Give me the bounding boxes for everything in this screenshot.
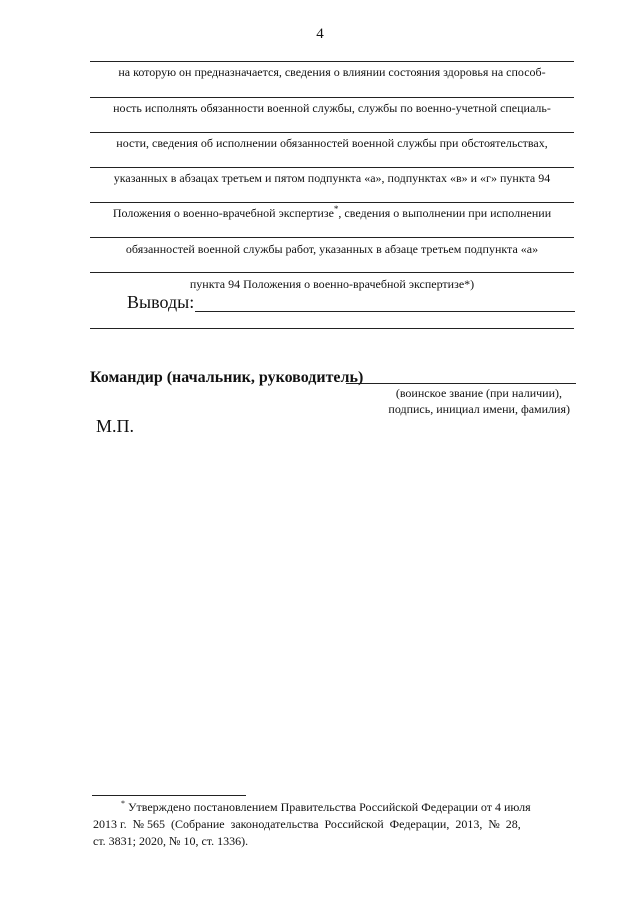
footnote-line-1 xyxy=(93,799,577,816)
form-line xyxy=(90,272,574,273)
body-line-5 xyxy=(90,206,574,220)
form-line xyxy=(90,132,574,133)
signature-caption-2: подпись, инициал имени, фамилия) xyxy=(388,402,570,416)
asterisk-mark: * xyxy=(333,204,339,214)
form-line xyxy=(90,167,574,168)
body-line-5-rest: , сведения о выполнении при исполнении xyxy=(338,206,552,220)
stamp-label: М.П. xyxy=(96,416,135,436)
body-line-1: на которую он предназначается, сведения о влиянии состояния здоровья на способ- xyxy=(118,65,546,79)
footnote-text-1: Утверждено постановлением Правительства Российской Федерации от 4 июля xyxy=(128,800,531,814)
conclusions-label: Выводы: xyxy=(127,292,195,312)
footnote xyxy=(93,799,577,850)
body-line-4: указанных в абзацах третьем и пятом подпункта «а», подпунктах «в» и «г» пункта 94 xyxy=(113,171,551,185)
footnote-mark: * xyxy=(121,799,125,808)
body-line-3: ности, сведения об исполнении обязанностей военной службы при обстоятельствах, xyxy=(116,136,548,150)
body-line-5-text: Положения о военно-врачебной экспертизе xyxy=(112,206,334,220)
body-line-2: ность исполнять обязанности военной службы, службы по военно-учетной специаль- xyxy=(113,101,551,115)
page-number: 4 xyxy=(316,26,324,42)
conclusions-field[interactable] xyxy=(195,311,575,312)
footnote-line-3: ст. 3831; 2020, № 10, ст. 1336). xyxy=(93,834,249,848)
conclusions-field-line-2[interactable] xyxy=(90,328,574,329)
signature-caption-1: (воинское звание (при наличии), xyxy=(395,386,562,400)
form-line xyxy=(90,97,574,98)
body-line-7: пункта 94 Положения о военно-врачебной экспертизе*) xyxy=(189,277,475,291)
form-line xyxy=(90,202,574,203)
body-line-6: обязанностей военной службы работ, указанных в абзаце третьем подпункта «а» xyxy=(125,242,539,256)
signature-field[interactable] xyxy=(346,383,576,384)
footnote-separator xyxy=(92,795,246,796)
form-line xyxy=(90,237,574,238)
commander-label: Командир (начальник, руководитель) xyxy=(90,369,364,386)
footnote-line-2: 2013 г. № 565 (Собрание законодательства Российской Федерации, 2013, № 28, xyxy=(93,817,521,831)
form-line xyxy=(90,61,574,62)
